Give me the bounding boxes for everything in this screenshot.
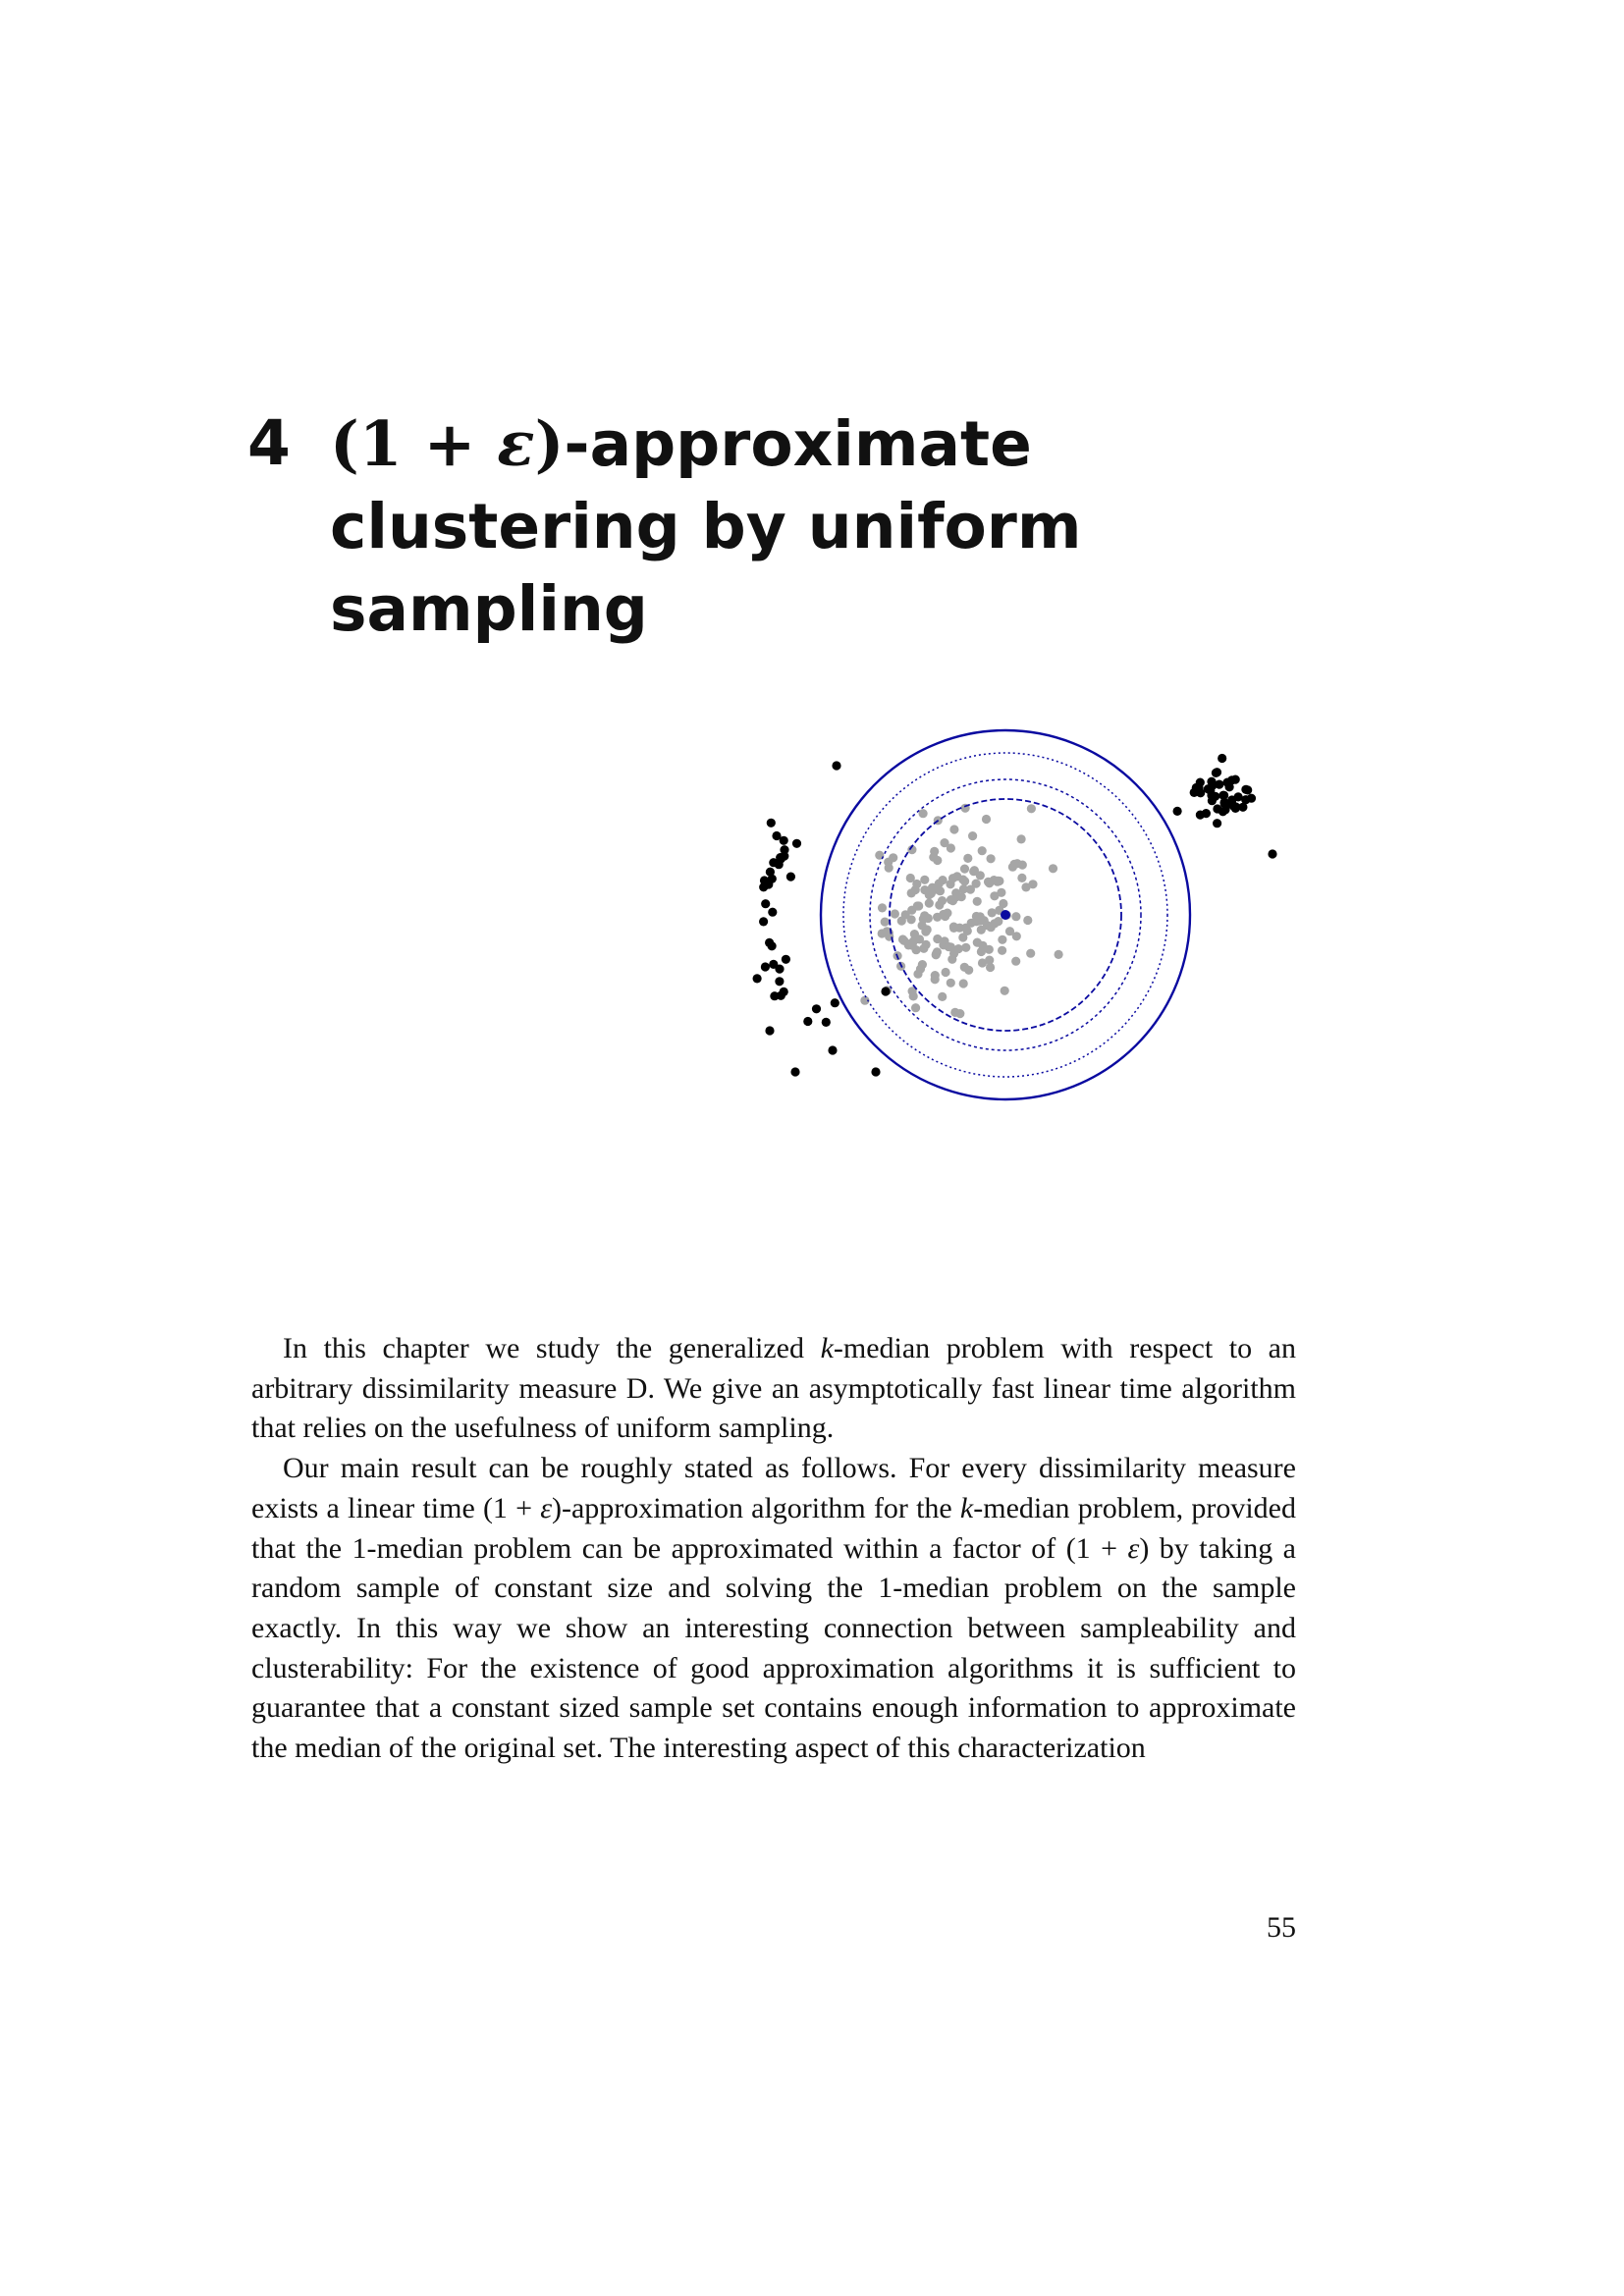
- inlier-point: [960, 865, 969, 874]
- inlier-point: [936, 886, 945, 895]
- inlier-point: [889, 853, 897, 862]
- inlier-point: [925, 899, 934, 908]
- title-line-1-rest: -approximate: [564, 408, 1032, 480]
- outlier-point: [1195, 783, 1204, 792]
- inlier-point: [1055, 950, 1063, 959]
- inlier-point: [918, 921, 927, 930]
- inlier-point: [932, 950, 941, 959]
- inlier-point: [945, 942, 953, 951]
- inlier-point: [985, 945, 994, 954]
- outlier-point: [1220, 799, 1229, 808]
- outlier-point: [822, 1018, 831, 1027]
- body-text: [251, 1329, 1296, 1769]
- inlier-point: [1049, 864, 1057, 873]
- outlier-point: [768, 908, 777, 917]
- clustering-figure: [746, 707, 1316, 1129]
- outlier-point: [761, 962, 770, 971]
- inlier-point: [931, 975, 940, 984]
- inlier-point: [967, 919, 976, 928]
- inlier-point: [950, 1008, 959, 1017]
- outlier-point: [1225, 782, 1234, 791]
- outlier-point: [768, 941, 777, 950]
- inlier-point: [1011, 912, 1020, 921]
- inlier-point: [1021, 882, 1030, 891]
- inlier-point: [938, 992, 947, 1001]
- outlier-point: [1173, 807, 1182, 816]
- inlier-point: [1001, 987, 1009, 995]
- inlier-point: [878, 903, 887, 912]
- circles-layer: [821, 730, 1190, 1099]
- inlier-point: [973, 897, 982, 906]
- inlier-point: [957, 892, 966, 901]
- inlier-point: [1027, 804, 1036, 813]
- inlier-point: [908, 941, 917, 950]
- outlier-point: [881, 987, 890, 995]
- inlier-point: [1008, 863, 1017, 872]
- inlier-point: [885, 864, 893, 873]
- outlier-point: [1211, 792, 1219, 801]
- inlier-point: [1017, 834, 1026, 843]
- inlier-point: [977, 947, 986, 956]
- inlier-point: [947, 979, 955, 988]
- outlier-point: [812, 1004, 821, 1013]
- inlier-point: [998, 946, 1006, 955]
- inlier-point: [1017, 874, 1026, 882]
- outlier-point: [759, 917, 768, 926]
- inlier-point: [935, 900, 944, 909]
- inlier-point: [933, 934, 942, 943]
- inlier-point: [941, 912, 949, 921]
- inlier-point: [909, 991, 918, 1000]
- inlier-point: [968, 831, 977, 840]
- outlier-point: [1241, 785, 1250, 794]
- outlier-point: [831, 998, 839, 1007]
- points-layer: [753, 754, 1277, 1077]
- outlier-point: [1213, 768, 1221, 776]
- outlier-point: [753, 974, 762, 983]
- title-line-1: [330, 408, 1032, 480]
- outlier-point: [764, 880, 773, 888]
- outlier-point: [828, 1045, 837, 1054]
- inlier-point: [948, 896, 957, 905]
- inlier-point: [990, 891, 999, 900]
- chapter-title: [330, 402, 1135, 651]
- inlier-point: [920, 885, 929, 894]
- title-line-2: clustering by uniform: [330, 491, 1082, 562]
- inlier-point: [959, 979, 968, 988]
- inlier-point: [982, 815, 991, 824]
- inlier-point: [986, 963, 995, 972]
- inlier-point: [987, 854, 996, 863]
- inlier-point: [964, 966, 973, 975]
- inlier-point: [919, 809, 928, 818]
- outlier-point: [1241, 795, 1250, 804]
- paragraph-1: In this chapter we study the generalized k-median problem with respect to an arbitrary dissimilarity measure D. We give an asymptotically fast linear time algorithm that relies on the usefulness of uniform sampling.: [251, 1332, 1296, 1445]
- center-point: [1001, 910, 1010, 920]
- outlier-point: [871, 1067, 880, 1076]
- outlier-point: [767, 819, 776, 828]
- outlier-point: [803, 1017, 812, 1026]
- outlier-point: [1204, 784, 1213, 793]
- inlier-point: [881, 918, 890, 927]
- inlier-point: [973, 938, 982, 947]
- outlier-point: [777, 854, 785, 863]
- inlier-point: [911, 1003, 920, 1012]
- page-number: 55: [1267, 1911, 1296, 1944]
- outlier-point: [1213, 804, 1221, 813]
- outlier-point: [1196, 811, 1205, 820]
- inlier-point: [942, 968, 950, 977]
- inlier-point: [947, 843, 955, 852]
- inlier-point: [978, 846, 987, 855]
- inlier-point: [898, 934, 907, 943]
- inlier-point: [977, 926, 986, 934]
- inlier-point: [1011, 957, 1020, 966]
- inlier-point: [1026, 949, 1035, 958]
- outlier-point: [780, 845, 788, 854]
- inlier-point: [961, 943, 970, 952]
- inlier-point: [933, 856, 942, 865]
- outlier-point: [1268, 849, 1276, 858]
- paragraph-2: Our main result can be roughly stated as follows. For every dissimilarity measure exists a linear time (1 + ε)-approximation algorithm for the k-median problem, provided that the 1-median problem can be approximated within a factor of (1 + ε) by taking a random sample of constant size and solving the 1-median problem on the sample exactly. In this way we show an interesting connection between sampleability and clusterability: For the existence of good approximation algorithms it is sufficient to guarantee that a constant sized sample set contains enough information to approximate the median of the original set. The interesting aspect of this characterization: [251, 1452, 1296, 1765]
- inlier-point: [901, 910, 910, 919]
- inlier-point: [990, 919, 999, 928]
- inlier-point: [924, 914, 933, 923]
- inlier-point: [972, 880, 981, 888]
- inlier-point: [975, 917, 984, 926]
- outlier-point: [780, 988, 788, 996]
- inlier-point: [906, 874, 915, 882]
- inlier-point: [976, 871, 985, 880]
- outlier-point: [775, 977, 784, 986]
- inlier-point: [998, 935, 1006, 944]
- inlier-point: [978, 958, 987, 967]
- outlier-point: [770, 991, 779, 1000]
- outlier-point: [792, 839, 801, 848]
- inlier-point: [1018, 861, 1027, 870]
- outlier-point: [780, 836, 788, 845]
- chapter-number: 4: [247, 407, 291, 479]
- inlier-point: [993, 878, 1001, 886]
- outlier-point: [1213, 819, 1221, 828]
- inlier-point: [913, 970, 922, 979]
- outlier-point: [786, 873, 795, 881]
- inlier-point: [1023, 916, 1032, 925]
- inlier-point: [891, 909, 899, 918]
- inlier-point: [922, 940, 931, 949]
- outlier-point: [790, 1067, 799, 1076]
- outlier-point: [1218, 754, 1226, 763]
- title-line-3: sampling: [330, 573, 648, 645]
- outlier-point: [775, 965, 784, 974]
- inlier-point: [963, 854, 972, 863]
- inlier-point: [949, 923, 958, 932]
- inlier-point: [949, 825, 958, 833]
- title-math: (1 + ε): [330, 407, 565, 480]
- outlier-point: [765, 1026, 774, 1035]
- inlier-point: [913, 901, 922, 910]
- outlier-point: [761, 899, 770, 908]
- outlier-point: [832, 761, 840, 770]
- outlier-point: [782, 955, 790, 964]
- inlier-point: [952, 872, 961, 881]
- inlier-point: [911, 885, 920, 894]
- inlier-point: [920, 876, 929, 884]
- inlier-point: [1005, 927, 1014, 935]
